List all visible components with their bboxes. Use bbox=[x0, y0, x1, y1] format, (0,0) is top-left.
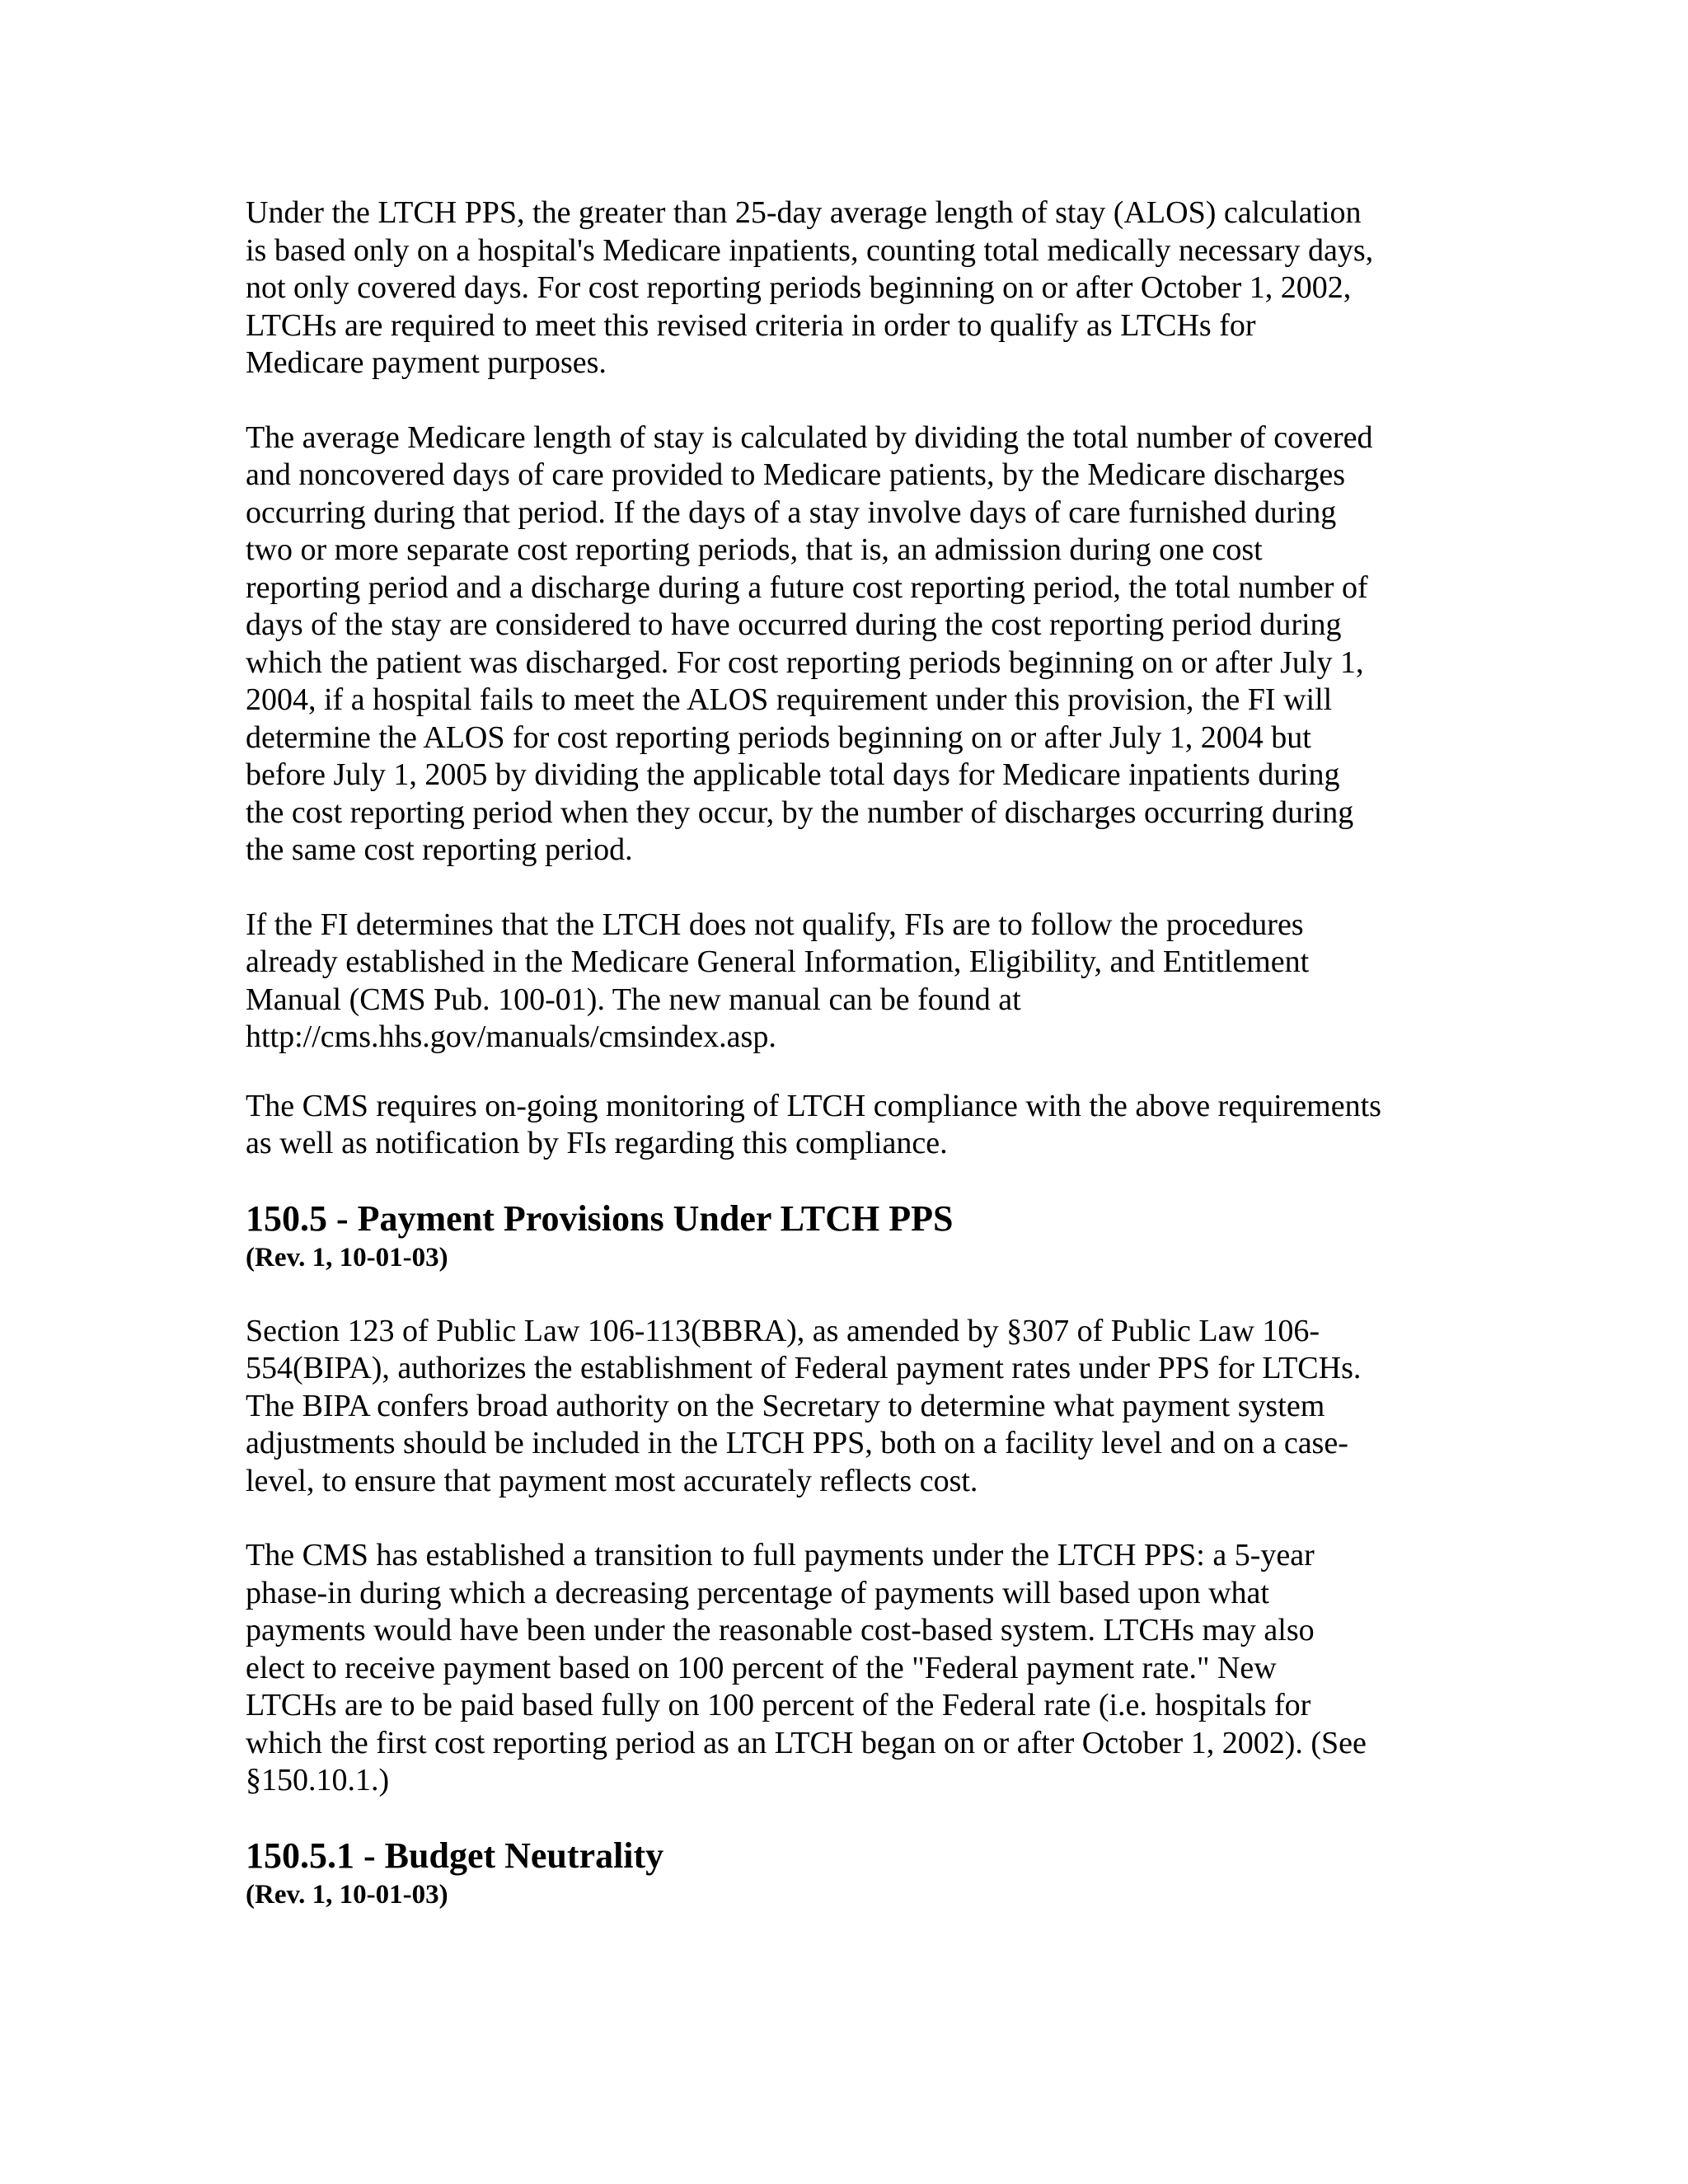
text-line: is based only on a hospital's Medicare inpatients, counting total medically necessary days, bbox=[246, 232, 1374, 268]
text-line: elect to receive payment based on 100 percent of the "Federal payment rate." New bbox=[246, 1650, 1277, 1685]
text-line: already established in the Medicare General Information, Eligibility, and Entitlement bbox=[246, 944, 1310, 979]
text-line: 554(BIPA), authorizes the establishment of Federal payment rates under PPS for LTCHs. bbox=[246, 1351, 1362, 1385]
text-line: Section 123 of Public Law 106-113(BBRA), as amended by §307 of Public Law 106- bbox=[246, 1313, 1320, 1348]
text-line: level, to ensure that payment most accurately reflects cost. bbox=[246, 1463, 978, 1498]
section-revision-150-5-1: (Rev. 1, 10-01-03) bbox=[246, 1879, 448, 1910]
text-line: The CMS requires on-going monitoring of LTCH compliance with the above requirements bbox=[246, 1088, 1381, 1123]
text-line: before July 1, 2005 by dividing the applicable total days for Medicare inpatients during bbox=[246, 757, 1340, 792]
text-line: two or more separate cost reporting periods, that is, an admission during one cost bbox=[246, 532, 1263, 567]
text-line: not only covered days. For cost reporting periods beginning on or after October 1, 2002, bbox=[246, 270, 1352, 305]
text-line: determine the ALOS for cost reporting periods beginning on or after July 1, 2004 but bbox=[246, 719, 1311, 755]
text-line: LTCHs are required to meet this revised criteria in order to qualify as LTCHs for bbox=[246, 307, 1256, 343]
text-line: Medicare payment purposes. bbox=[246, 345, 607, 380]
text-line: The BIPA confers broad authority on the Secretary to determine what payment system bbox=[246, 1388, 1325, 1423]
text-line: 2004, if a hospital fails to meet the ALOS requirement under this provision, the FI will bbox=[246, 682, 1333, 717]
paragraph-average-length-of-stay bbox=[246, 419, 1441, 869]
text-line: The CMS has established a transition to full payments under the LTCH PPS: a 5-year bbox=[246, 1538, 1315, 1572]
section-revision-150-5: (Rev. 1, 10-01-03) bbox=[246, 1242, 448, 1272]
text-line: payments would have been under the reasonable cost-based system. LTCHs may also bbox=[246, 1613, 1315, 1647]
text-line: the cost reporting period when they occur, by the number of discharges occurring during bbox=[246, 794, 1354, 830]
section-heading-150-5: 150.5 - Payment Provisions Under LTCH PPS bbox=[246, 1197, 954, 1239]
paragraph-cms-monitoring bbox=[246, 1088, 1441, 1163]
text-line: LTCHs are to be paid based fully on 100 percent of the Federal rate (i.e. hospitals for bbox=[246, 1688, 1311, 1722]
text-line: the same cost reporting period. bbox=[246, 832, 633, 867]
paragraph-transition bbox=[246, 1537, 1441, 1800]
text-line: which the patient was discharged. For cost reporting periods beginning on or after July 1, bbox=[246, 644, 1364, 680]
page-content bbox=[246, 194, 1441, 1912]
text-line: and noncovered days of care provided to Medicare patients, by the Medicare discharges bbox=[246, 457, 1346, 492]
text-line: phase-in during which a decreasing percentage of payments will based upon what bbox=[246, 1575, 1269, 1610]
text-line: http://cms.hhs.gov/manuals/cmsindex.asp. bbox=[246, 1019, 776, 1054]
text-line: The average Medicare length of stay is calculated by dividing the total number of covered bbox=[246, 419, 1373, 455]
text-line: as well as notification by FIs regarding this compliance. bbox=[246, 1126, 948, 1160]
paragraph-fi-determination bbox=[246, 907, 1441, 1057]
text-line: adjustments should be included in the LTCH PPS, both on a facility level and on a case- bbox=[246, 1426, 1348, 1460]
section-heading-150-5-1: 150.5.1 - Budget Neutrality bbox=[246, 1835, 664, 1876]
text-line: occurring during that period. If the days of a stay involve days of care furnished during bbox=[246, 494, 1337, 530]
text-line: which the first cost reporting period as an LTCH began on or after October 1, 2002). (See bbox=[246, 1725, 1367, 1760]
text-line: Under the LTCH PPS, the greater than 25-day average length of stay (ALOS) calculation bbox=[246, 195, 1362, 230]
text-line: If the FI determines that the LTCH does not qualify, FIs are to follow the procedures bbox=[246, 907, 1304, 942]
text-line: Manual (CMS Pub. 100-01). The new manual can be found at bbox=[246, 982, 1021, 1017]
paragraph-section-123 bbox=[246, 1313, 1441, 1501]
text-line: reporting period and a discharge during a future cost reporting period, the total number of bbox=[246, 569, 1368, 605]
text-line: days of the stay are considered to have occurred during the cost reporting period during bbox=[246, 607, 1342, 642]
text-line: §150.10.1.) bbox=[246, 1763, 390, 1797]
paragraph-alos-calculation bbox=[246, 194, 1441, 382]
